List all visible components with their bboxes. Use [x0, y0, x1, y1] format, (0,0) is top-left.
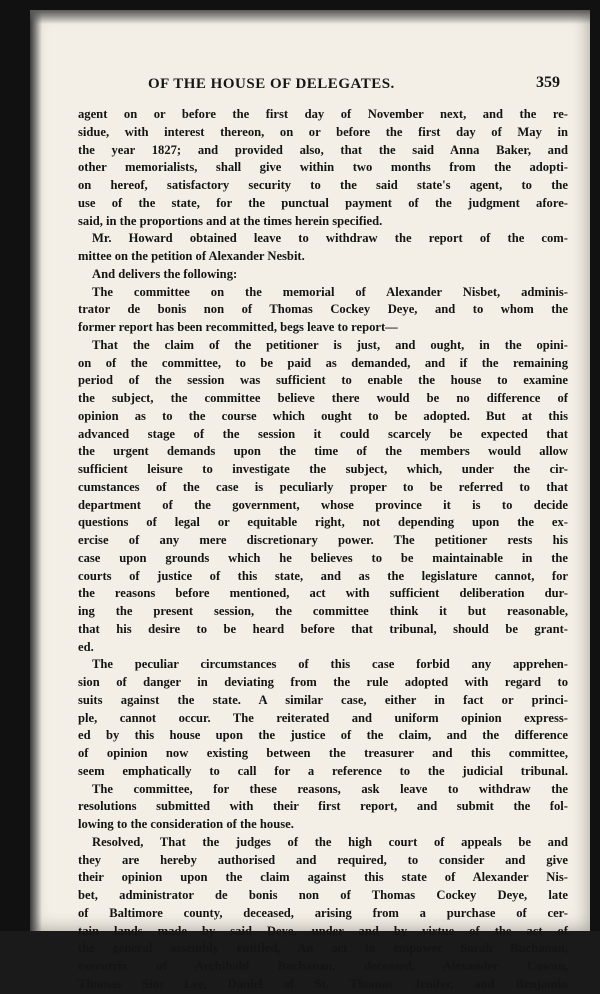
text-line: executrix of Archibald Buchanan, deceased, Alexander Cowan, — [78, 959, 568, 973]
text-line: their opinion upon the claim against this state of Alexander Nis- — [78, 870, 568, 885]
text-line: sidue, with interest thereon, on or before the first day of May in — [78, 124, 568, 139]
text-line: sion of danger in deviating from the rule adopted with regard to — [78, 675, 568, 689]
text-line: the reasons before mentioned, act with sufficient deliberation dur- — [78, 586, 568, 601]
text-line: The committee, for these reasons, ask leave to withdraw the — [92, 781, 568, 796]
text-line: suits against the state. A similar case, either in fact or princi- — [78, 692, 568, 707]
text-line: tain lands made by said Deye, under and by virtue of the act of — [78, 923, 568, 938]
text-line: ple, cannot occur. The reiterated and uniform opinion express- — [78, 710, 568, 725]
text-line: mittee on the petition of Alexander Nesbit. — [78, 249, 305, 263]
text-line: That the claim of the petitioner is just, and ought, in the opini- — [92, 337, 568, 352]
text-line: Resolved, That the judges of the high court of appeals be and — [92, 834, 568, 849]
text-line: Thomas Sim Lee, Daniel of St. Thomas Jenifer, and Benjamin — [78, 976, 568, 991]
text-line: on of the committee, to be paid as demanded, and if the remaining — [78, 355, 568, 370]
text-line: courts of justice of this state, and as the legislature cannot, for — [78, 568, 568, 583]
text-line: ercise of any mere discretionary power. The petitioner rests his — [78, 533, 568, 547]
text-line: case upon grounds which he believes to be maintainable in the — [78, 550, 568, 565]
text-line: advanced stage of the session it could scarcely be expected that — [78, 426, 568, 441]
text-line: on hereof, satisfactory security to the said state's agent, to the — [78, 178, 568, 192]
text-line: resolutions submitted with their first report, and submit the fol- — [78, 799, 568, 814]
text-line: opinion as to the course which ought to be adopted. But at this — [78, 408, 568, 423]
text-line: The committee on the memorial of Alexander Nisbet, adminis- — [92, 284, 568, 299]
text-line: And delivers the following: — [92, 266, 238, 281]
text-line: of opinion now existing between the treasurer and this committee, — [78, 746, 568, 760]
text-line: ing the present session, the committee think it but reasonable, — [78, 604, 568, 618]
page-top-shadow — [30, 10, 590, 24]
text-line: they are hereby authorised and required, to consider and give — [78, 852, 568, 867]
text-line: agent on or before the first day of November next, and the re- — [78, 107, 568, 121]
text-line: use of the state, for the punctual payment of the judgment afore- — [78, 195, 568, 210]
text-line: cumstances of the case is peculiarly proper to be referred to that — [78, 479, 568, 494]
page-header — [30, 76, 590, 100]
text-line: Mr. Howard obtained leave to withdraw the report of the com- — [92, 231, 568, 246]
text-line: other memorialists, shall give within two months from the adopti- — [78, 160, 568, 175]
text-line: seem emphatically to call for a reference to the judicial tribunal. — [78, 763, 568, 778]
page-gutter-shadow — [30, 10, 42, 931]
text-line: ed. — [78, 639, 94, 654]
text-line: said, in the proportions and at the times herein specified. — [78, 213, 383, 228]
text-line: questions of legal or equitable right, not depending upon the ex- — [78, 515, 568, 530]
text-line: that his desire to be heard before that tribunal, should be grant- — [78, 621, 568, 636]
body-text — [78, 106, 568, 994]
text-line: the year 1827; and provided also, that the said Anna Baker, and — [78, 142, 568, 157]
page-number: 359 — [536, 74, 560, 91]
text-line: trator de bonis non of Thomas Cockey Deye, and to whom the — [78, 302, 568, 317]
text-line: lowing to the consideration of the house. — [78, 817, 294, 831]
running-head: OF THE HOUSE OF DELEGATES. — [148, 76, 395, 92]
text-line: sufficient leisure to investigate the subject, which, under the cir- — [78, 462, 568, 476]
text-line: ed by this house upon the justice of the claim, and the difference — [78, 728, 568, 743]
text-line: former report has been recommitted, begs leave to report— — [78, 320, 398, 334]
text-line: period of the session was sufficient to enable the house to examine — [78, 373, 568, 388]
text-line: the subject, the committee believe there would be no difference of — [78, 391, 568, 405]
text-line: department of the government, whose province it is to decide — [78, 497, 568, 512]
text-line: bet, administrator de bonis non of Thomas Cockey Deye, late — [78, 888, 568, 902]
text-line: The peculiar circumstances of this case forbid any apprehen- — [92, 657, 568, 672]
text-line: the urgent demands upon the time of the members would allow — [78, 444, 568, 459]
text-line: of Baltimore county, deceased, arising from a purchase of cer- — [78, 905, 568, 920]
text-line: the general assembly entitled, An act to empower Sarah Buchanan, — [78, 941, 568, 956]
book-page — [30, 10, 590, 991]
